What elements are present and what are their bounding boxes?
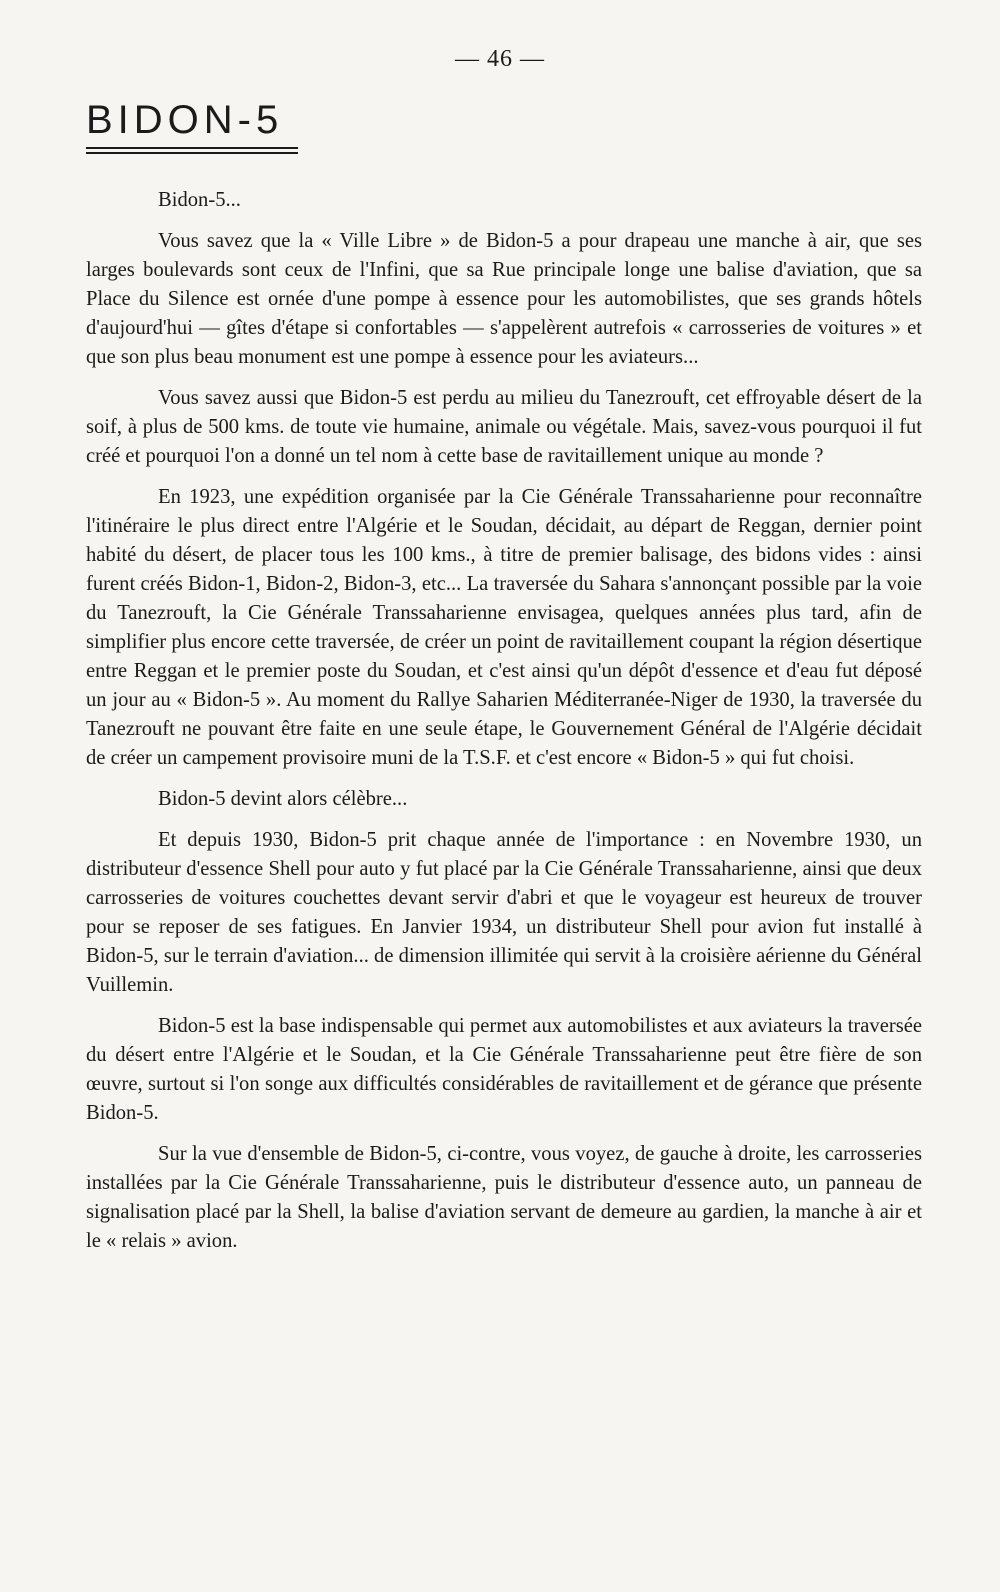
paragraph-5: Bidon-5 devint alors célèbre...: [158, 788, 408, 810]
paragraph-4: En 1923, une expédition organisée par la Cie Générale Transsaharienne pour reconnaître l'itinéraire le plus direct entre l'Algérie et le Soudan, décidait, au départ de Reggan, dernier point habité du désert, de placer tous les 100 kms., à titre de premier balisage, des bidons vides : ainsi furent créés Bidon-1, Bidon-2, Bidon-3, etc... La traversée du Sahara s'annonçant possible par la voie du Tanezrouft, la Cie Générale Transsaharienne envisagea, quelques années plus tard, afin de simplifier plus encore cette traversée, de créer un point de ravitaillement coupant la région désertique entre Reggan et le premier poste du Soudan, et c'est ainsi qu'un dépôt d'essence et d'eau fut déposé un jour au « Bidon-5 ». Au moment du Rallye Saharien Méditerranée-Niger de 1930, la traversée du Tanezrouft ne pouvant être faite en une seule étape, le Gouvernement Général de l'Algérie décidait de créer un campement provisoire muni de la T.S.F. et c'est encore « Bidon-5 » qui fut choisi.: [86, 486, 922, 769]
paragraph-1: Bidon-5...: [158, 189, 241, 211]
page-title: BIDON-5: [86, 98, 284, 142]
paragraph-2: Vous savez que la « Ville Libre » de Bidon-5 a pour drapeau une manche à air, que ses larges boulevards sont ceux de l'Infini, que sa Rue principale longe une balise d'aviation, que sa Place du Silence est ornée d'une pompe à essence pour les automobilistes, que ses grands hôtels d'aujourd'hui — gîtes d'étape si confortables — s'appelèrent autrefois « carrosseries de voitures » et que son plus beau monument est une pompe à essence pour les aviateurs...: [86, 230, 922, 368]
article-body: [86, 186, 922, 1268]
paragraph-7: Bidon-5 est la base indispensable qui permet aux automobilistes et aux aviateurs la traversée du désert entre l'Algérie et le Soudan, et la Cie Générale Transsaharienne peut être fière de son œuvre, surtout si l'on songe aux difficultés considérables de ravitaillement et de gérance que présente Bidon-5.: [86, 1015, 922, 1124]
title-underline-bottom: [86, 152, 298, 154]
paragraph-6: Et depuis 1930, Bidon-5 prit chaque année de l'importance : en Novembre 1930, un distributeur d'essence Shell pour auto y fut placé par la Cie Générale Transsaharienne, ainsi que deux carrosseries de voitures couchettes devant servir d'abri et que le voyageur est heureux de trouver pour se reposer de ses fatigues. En Janvier 1934, un distributeur Shell pour avion fut installé à Bidon-5, sur le terrain d'aviation... de dimension illimitée qui servit à la croisière aérienne du Général Vuillemin.: [86, 829, 922, 996]
paragraph-3: Vous savez aussi que Bidon-5 est perdu au milieu du Tanezrouft, cet effroyable désert de la soif, à plus de 500 kms. de toute vie humaine, animale ou végétale. Mais, savez-vous pourquoi il fut créé et pourquoi l'on a donné un tel nom à cette base de ravitaillement unique au monde ?: [86, 387, 922, 467]
title-underline-top: [86, 147, 298, 149]
paragraph-8: Sur la vue d'ensemble de Bidon-5, ci-contre, vous voyez, de gauche à droite, les carrosseries installées par la Cie Générale Transsaharienne, puis le distributeur d'essence auto, un panneau de signalisation placé par la Shell, la balise d'aviation servant de demeure au gardien, la manche à air et le « relais » avion.: [86, 1143, 922, 1252]
page-number: — 46 —: [455, 46, 545, 72]
